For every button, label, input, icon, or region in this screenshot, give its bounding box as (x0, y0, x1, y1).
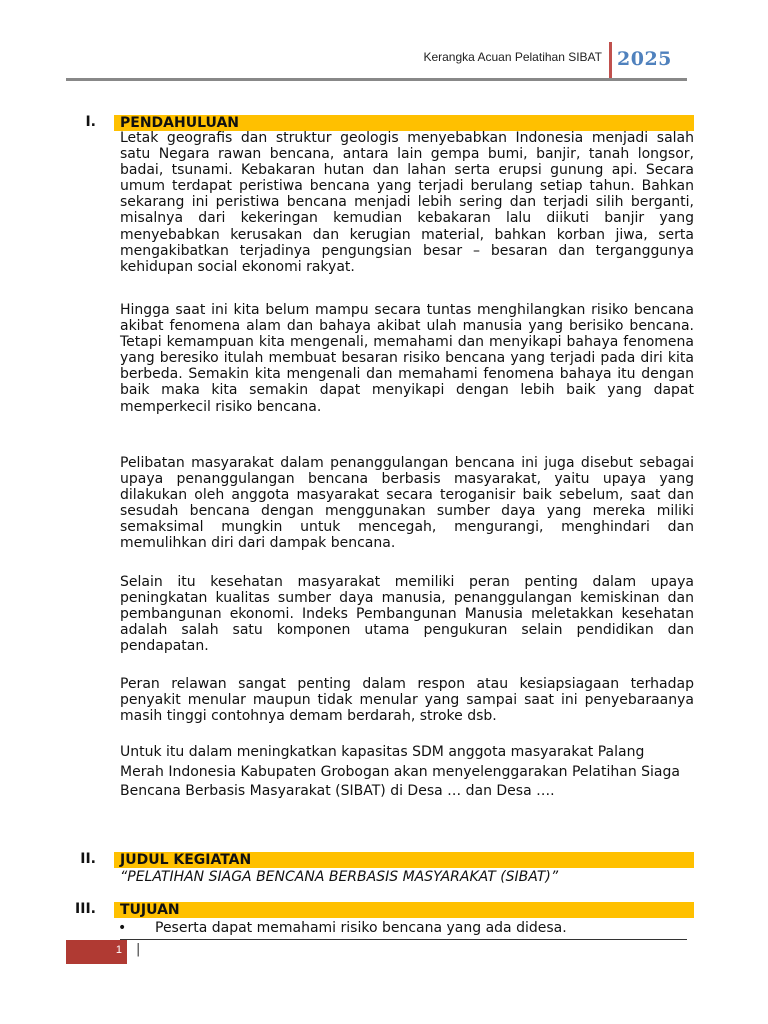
paragraph: Selain itu kesehatan masyarakat memiliki peran penting dalam upaya peningkatan kualitas sumber daya manusia, penanggulangan kemiskinan dan pembangunan ekonomi. Indeks Pembangunan Manusia meletakkan kesehatan adalah salah satu komponen utama pengukuran selain pendidikan dan pendapatan. (120, 574, 694, 655)
section-number: III. (75, 901, 96, 917)
document-header-title: Kerangka Acuan Pelatihan SIBAT (423, 50, 602, 64)
paragraph: Untuk itu dalam meningkatkan kapasitas SDM anggota masyarakat Palang Merah Indonesia Kabupaten Grobogan akan menyelenggarakan Pelatihan Siaga Bencana Berbasis Masyarakat (SIBAT) di Desa … dan Desa …. (120, 744, 680, 799)
footer-rule (120, 939, 687, 940)
section-title-pendahuluan: PENDAHULUAN (120, 115, 239, 131)
list-item: Peserta dapat memahami risiko bencana yang ada didesa. (155, 920, 567, 936)
footer-separator: | (136, 942, 141, 957)
paragraph: Pelibatan masyarakat dalam penanggulangan bencana ini juga disebut sebagai upaya penanggulangan bencana berbasis masyarakat, yaitu upaya yang dilakukan oleh anggota masyarakat secara teroganisir baik sebelum, saat dan sesudah bencana dengan menggunakan sumber daya yang mereka miliki semaksimal mungkin untuk mencegah, mengurangi, menghindari dan memulihkan diri dari dampak bencana. (120, 455, 694, 552)
section-number: I. (85, 114, 96, 130)
section-title-tujuan: TUJUAN (120, 902, 180, 918)
header-divider (609, 42, 612, 79)
section-number: II. (80, 851, 96, 867)
section-title-judul-kegiatan: JUDUL KEGIATAN (120, 852, 252, 868)
section-highlight (114, 902, 694, 918)
page-number: 1 (115, 944, 122, 956)
paragraph: Hingga saat ini kita belum mampu secara tuntas menghilangkan risiko bencana akibat fenomena alam dan bahaya akibat ulah manusia yang berisiko bencana. Tetapi kemampuan kita mengenali, memahami dan menyikapi bahaya fenomena yang beresiko itulah membuat besaran risiko bencana yang terjadi pada diri kita berbeda. Semakin kita mengenali dan memahami fenomena bahaya itu dengan baik maka kita semakin dapat menyikapi dengan lebih baik yang dapat memperkecil risiko bencana. (120, 302, 694, 415)
header-rule (66, 78, 687, 81)
paragraph: Peran relawan sangat penting dalam respon atau kesiapsiagaan terhadap penyakit menular maupun tidak menular yang sampai saat ini penyebaraanya masih tinggi contohnya demam berdarah, stroke dsb. (120, 676, 694, 725)
bullet-icon: • (118, 920, 127, 936)
activity-title: “PELATIHAN SIAGA BENCANA BERBASIS MASYARAKAT (SIBAT)” (120, 869, 559, 885)
paragraph: Letak geografis dan struktur geologis menyebabkan Indonesia menjadi salah satu Negara rawan bencana, antara lain gempa bumi, banjir, tanah longsor, badai, tsunami. Kebakaran hutan dan lahan serta erupsi gunung api. Secara umum terdapat peristiwa bencana yang terjadi berulang setiap tahun. Bahkan sekarang ini peristiwa bencana menjadi lebih sering dan terjadi silih berganti, misalnya dari kekeringan kemudian kebakaran lalu diikuti banjir yang menyebabkan kerusakan dan kerugian material, bahkan korban jiwa, serta mengakibatkan terjadinya pengungsian besar – besaran dan terganggunya kehidupan social ekonomi rakyat. (120, 130, 694, 275)
header-year: 2025 (617, 48, 672, 70)
